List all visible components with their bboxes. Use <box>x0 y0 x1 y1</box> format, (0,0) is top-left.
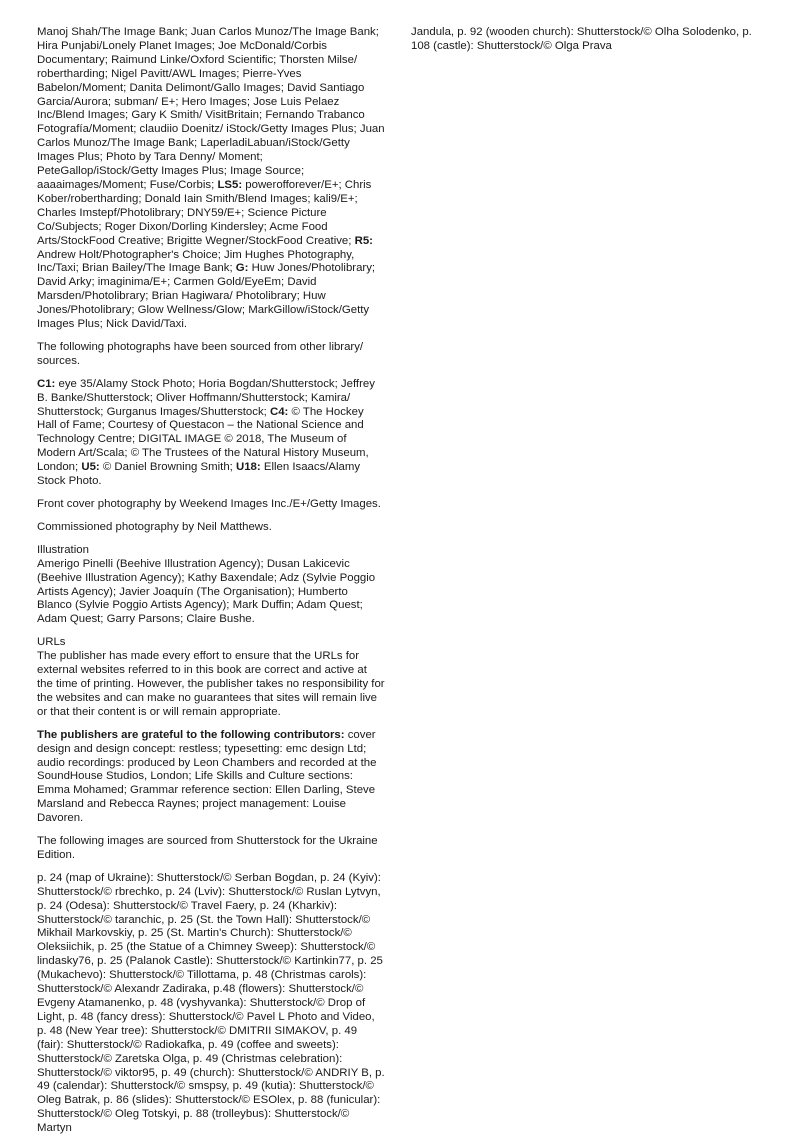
contributors-heading: The publishers are grateful to the following contributors: <box>37 728 345 741</box>
ukraine-credits-continued: Jandula, p. 92 (wooden church): Shutterstock/© Olha Solodenko, p. 108 (castle): Shutterstock/© Olga Prava <box>411 26 752 52</box>
section-label-c1: C1: <box>37 377 56 390</box>
photo-credits-paragraph <box>37 26 385 332</box>
urls-heading: URLs <box>37 636 66 649</box>
other-c4-text: © The Hockey Hall of Fame; Courtesy of Questacon – the National Science and Technology Centre; DIGITAL IMAGE © 2018, The Museum of Modern Art/Scala; © The Trustees of the Natural History Museum, London; <box>37 405 369 474</box>
other-sources-intro: The following photographs have been sourced from other library/ sources. <box>37 340 364 367</box>
commissioned-credit: Commissioned photography by Neil Matthews. <box>37 520 272 533</box>
illustration-heading: Illustration <box>37 543 89 556</box>
other-u18-text: Ellen Isaacs/Alamy Stock Photo. <box>37 461 361 488</box>
illustration-section <box>37 544 385 627</box>
section-label-r5: R5: <box>354 234 373 247</box>
other-sources-paragraph <box>37 378 385 489</box>
front-cover-credit: Front cover photography by Weekend Images Inc./E+/Getty Images. <box>37 498 381 510</box>
urls-section <box>37 636 385 719</box>
ukraine-intro: The following images are sourced from Shutterstock for the Ukraine Edition. <box>37 835 378 861</box>
credits-g-text: Huw Jones/Photolibrary; David Arky; imaginima/E+; Carmen Gold/EyeEm; David Marsden/Photolibrary; Brian Hagiwara/ Photolibrary; Huw Jones/Photolibrary; Glow Wellness/Glow; MarkGillow/iStock/Getty Images Plus; Nick David/Taxi. <box>37 262 376 331</box>
section-label-c4: C4: <box>270 405 289 418</box>
right-column <box>411 26 771 63</box>
contributors-paragraph <box>37 729 385 826</box>
section-label-u18: U18: <box>235 461 261 474</box>
credits-intro-text: Manoj Shah/The Image Bank; Juan Carlos Munoz/The Image Bank; Hira Punjabi/Lonely Planet Images; Joe McDonald/Corbis Documentary; Raimund Linke/Oxford Scientific; Thorsten Milse/ robertharding; Nigel Pavitt/AWL Images; Pierre-Yves Babelon/Moment; Danita Delimont/Gallo Images; David Santiago Garcia/Aurora; subman/ E+; Hero Images; Jose Luis Pelaez Inc/Blend Images; Gary K Smith/ VisitBritain; Fernando Trabanco Fotografía/Moment; claudiio Doenitz/ iStock/Getty Images Plus; Juan Carlos Munoz/The Image Bank; LaperladiLabuan/iStock/Getty Images Plus; Photo by Tara Denny/ Moment; PeteGallop/iStock/Getty Images Plus; Image Source; aaaaimages/Moment; Fuse/Corbis; <box>37 26 385 191</box>
credits-r5-text: Andrew Holt/Photographer's Choice; Jim Hughes Photography, Inc/Taxi; Brian Bailey/The Image Bank; <box>37 248 355 275</box>
left-column <box>37 26 385 1145</box>
ukraine-credits: p. 24 (map of Ukraine): Shutterstock/© Serban Bogdan, p. 24 (Kyiv): Shutterstock/© rbrechko, p. 24 (Lviv): Shutterstock/© Ruslan Lytvyn, p. 24 (Odesa): Shutterstock/© Travel Faery, p. 24 (Kharkiv): Shutterstock/© taranchic, p. 25 (St. the Town Hall): Shutterstock/© Mikhail Markovskiy, p. 25 (St. Martin's Church): Shutterstock/© Oleksiichik, p. 25 (the Statue of a Chimney Sweep): Shutterstock/© lindasky76, p. 25 (Palanok Castle): Shutterstock/© Kartinkin77, p. 25 (Mukachevo): Shutterstock/© Tillottama, p. 48 (Christmas carols): Shutterstock/© Alexandr Zadiraka, p.48 (flowers): Shutterstock/© Evgeny Atamanenko, p. 48 (vyshyvanka): Shutterstock/© Drop of Light, p. 48 (fancy dress): Shutterstock/© Pavel L Photo and Video, p. 48 (New Year tree): Shutterstock/© DMITRII SIMAKOV, p. 49 (fair): Shutterstock/© Radiokafka, p. 49 (coffee and sweets): Shutterstock/© Zaretska Olga, p. 49 (Christmas celebration): Shutterstock/© viktor95, p. 49 (church): Shutterstock/© ANDRIY B, p. 49 (calendar): Shutterstock/© smspsy, p. 49 (kutia): Shutterstock/© Oleg Batrak, p. 86 (slides): Shutterstock/© ESOlex, p. 88 (funicular): Shutterstock/© Oleg Totskyi, p. 88 (trolleybus): Shutterstock/© Martyn <box>37 871 385 1135</box>
section-label-g: G: <box>235 262 249 275</box>
other-c1-text: eye 35/Alamy Stock Photo; Horia Bogdan/Shutterstock; Jeffrey B. Banke/Shutterstock; Oliver Hoffmann/Shutterstock; Kamira/ Shutterstock; Gurganus Images/Shutterstock; <box>37 377 375 418</box>
urls-text: The publisher has made every effort to ensure that the URLs for external websites referred to in this book are correct and active at the time of printing. However, the publisher takes no responsibility for the websites and can make no guarantees that sites will remain live or that their content is or will remain appropriate. <box>37 650 385 718</box>
contributors-text: cover design and design concept: restless; typesetting: emc design Ltd; audio recordings: produced by Leon Chambers and recorded at the SoundHouse Studios, London; Life Skills and Culture sections: Emma Mohamed; Grammar reference section: Ellen Darling, Steve Marsland and Rebecca Raynes; project management: Louise Davoren. <box>37 728 377 825</box>
section-label-u5: U5: <box>81 461 100 474</box>
illustration-text: Amerigo Pinelli (Beehive Illustration Agency); Dusan Lakicevic (Beehive Illustration Agency); Kathy Baxendale; Adz (Sylvie Poggio Artists Agency); Javier Joaquín (The Organisation); Humberto Blanco (Sylvie Poggio Artists Agency); Mark Duffin; Adam Quest; Adam Quest; Garry Parsons; Claire Bushe. <box>37 557 376 626</box>
section-label-ls5: LS5: <box>217 178 243 191</box>
credits-ls5-text: powerofforever/E+; Chris Kober/robertharding; Donald Iain Smith/Blend Images; kali9/E+; Charles Imstepf/Photolibrary; DNY59/E+; Science Picture Co/Subjects; Roger Dixon/Dorling Kindersley; Acme Food Arts/StockFood Creative; Brigitte Wegner/StockFood Creative; <box>37 178 372 247</box>
other-u5-text: © Daniel Browning Smith; <box>99 461 236 474</box>
